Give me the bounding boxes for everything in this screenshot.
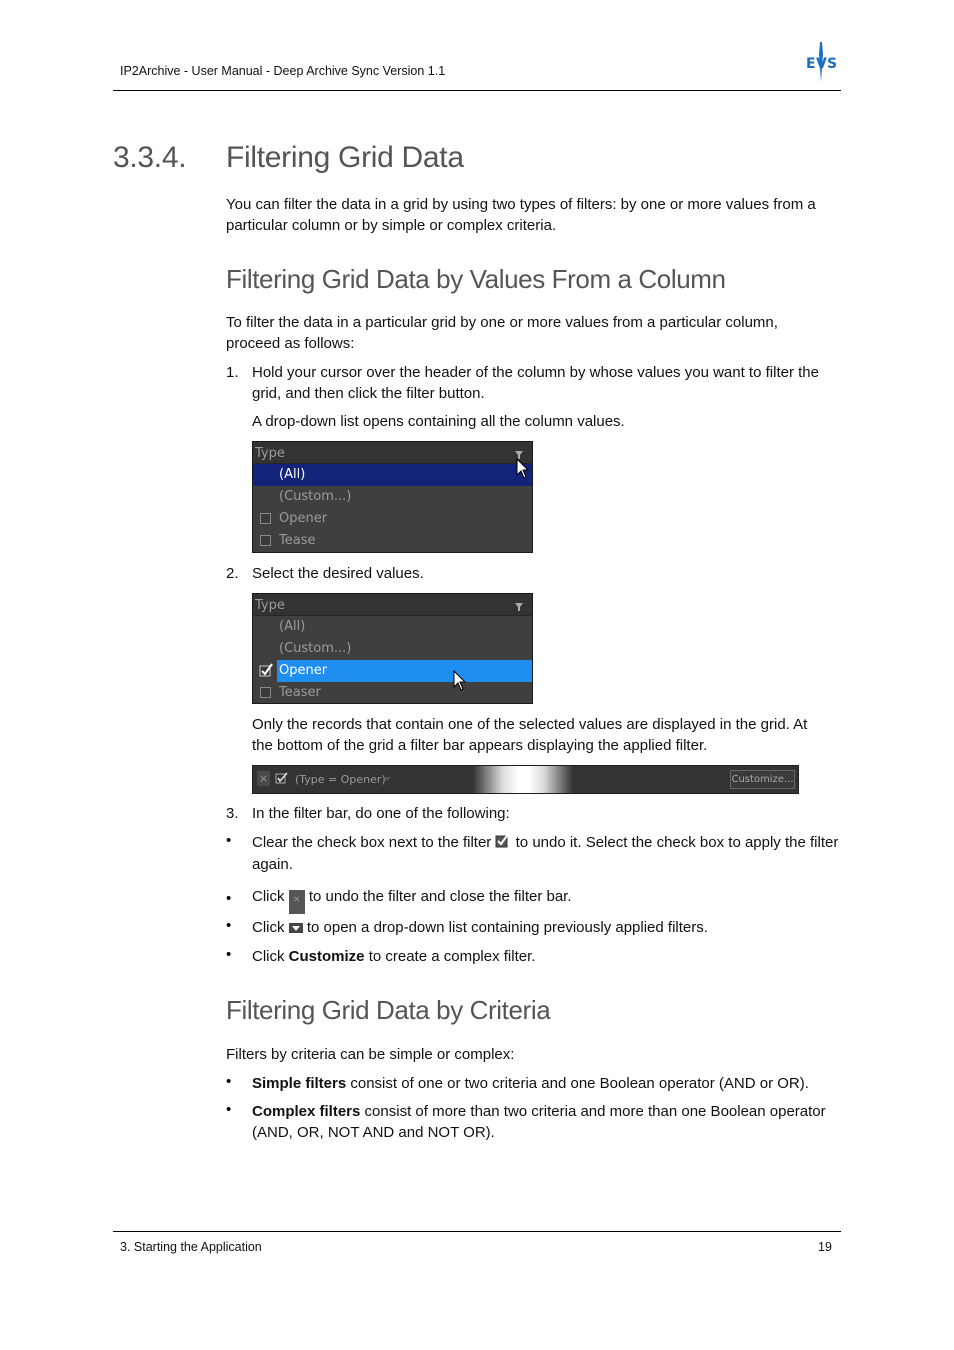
- step-1-text: Hold your cursor over the header of the column by whose values you want to filter the grid, and then click the filter button.: [252, 364, 819, 402]
- filter-funnel-icon: [515, 600, 523, 608]
- bullet: •: [226, 1073, 232, 1090]
- subsection-title-values: Filtering Grid Data by Values From a Column: [226, 264, 726, 294]
- step-2-number: 2.: [226, 565, 239, 582]
- list-item: Opener: [253, 508, 532, 530]
- subsection-title-criteria: Filtering Grid Data by Criteria: [226, 995, 551, 1025]
- list-item: (All): [279, 619, 306, 634]
- bullet: •: [226, 832, 232, 849]
- list-item: (Custom...): [279, 489, 352, 504]
- list-item: Tease: [253, 530, 532, 552]
- bullet-complex-filters: Complex filters consist of more than two criteria and more than one Boolean operator (AND, OR, NOT AND and NOT OR).: [252, 1103, 826, 1141]
- step-2-result: Only the records that contain one of the selected values are displayed in the grid. At the bottom of the grid a filter bar appears displaying the applied filter.: [252, 716, 808, 754]
- grid-dropdown-screenshot-1: [252, 441, 533, 553]
- bullet: •: [226, 890, 232, 907]
- list-item: (All): [253, 464, 532, 486]
- list-item: Teaser: [253, 682, 532, 704]
- mouse-cursor-icon: [453, 670, 467, 696]
- checkbox-icon: [260, 535, 271, 546]
- bullet-close-filter: Click × to undo the filter and close the filter bar.: [252, 882, 842, 914]
- section-number: 3.3.4.: [113, 141, 187, 174]
- step-3-text: In the filter bar, do one of the following:: [252, 805, 510, 822]
- evs-logo: [804, 42, 838, 84]
- bullet-clear-checkbox: Clear the check box next to the filter to undo it. Select the check box to apply the filter again.: [252, 834, 839, 874]
- step-1-number: 1.: [226, 364, 239, 381]
- footer-rule: [113, 1231, 841, 1232]
- filter-checkbox-icon: [275, 771, 289, 785]
- column-header-type: Type: [255, 446, 285, 461]
- header-rule: [113, 90, 841, 91]
- filter-history-arrow-icon: [383, 777, 391, 781]
- bullet-filter-history: Click to open a drop-down list containing previously applied filters.: [252, 917, 842, 939]
- grid-dropdown-screenshot-2: [252, 593, 533, 704]
- subsection-intro-criteria: Filters by criteria can be simple or complex:: [226, 1046, 515, 1063]
- svg-text:V: V: [816, 56, 827, 72]
- close-filter-icon: ×: [289, 890, 305, 914]
- checkbox-icon: [260, 513, 271, 524]
- page-number: 19: [818, 1240, 832, 1254]
- image-fade: [473, 766, 573, 793]
- bullet-simple-filters: Simple filters consist of one or two criteria and one Boolean operator (AND or OR).: [252, 1075, 809, 1092]
- customize-button: Customize...: [730, 770, 795, 789]
- bullet: •: [226, 917, 232, 934]
- footer-chapter: 3. Starting the Application: [120, 1240, 262, 1254]
- list-item-selected: Opener: [277, 660, 532, 682]
- checked-checkbox-icon: [259, 663, 273, 681]
- close-filter-icon: ×: [258, 772, 269, 785]
- mouse-cursor-icon: [516, 458, 530, 484]
- bullet-customize: Click Customize to create a complex filter.: [252, 948, 536, 965]
- step-3-number: 3.: [226, 805, 239, 822]
- grid-header: [253, 442, 532, 464]
- svg-text:S: S: [827, 56, 838, 72]
- bullet: •: [226, 1101, 232, 1118]
- dropdown-arrow-icon: [289, 918, 303, 939]
- checkbox-icon: [260, 687, 271, 698]
- subsection-intro-values: To filter the data in a particular grid by one or more values from a particular column, proceed as follows:: [226, 314, 778, 352]
- filter-funnel-icon: [515, 448, 523, 456]
- filter-expression: (Type = Opener): [295, 773, 386, 786]
- checked-checkbox-icon: [495, 832, 511, 854]
- list-item: (Custom...): [279, 641, 352, 656]
- step-1-result: A drop-down list opens containing all the column values.: [252, 413, 625, 430]
- section-intro: You can filter the data in a grid by using two types of filters: by one or more values from a particular column or by simple or complex criteria.: [226, 196, 816, 234]
- grid-header: [253, 594, 532, 616]
- filter-bar-screenshot: [252, 765, 799, 794]
- svg-text:E: E: [806, 56, 816, 72]
- bullet: •: [226, 946, 232, 963]
- step-2-text: Select the desired values.: [252, 565, 424, 582]
- section-title: Filtering Grid Data: [226, 141, 464, 174]
- running-header: IP2Archive - User Manual - Deep Archive Sync Version 1.1: [120, 64, 446, 78]
- column-header-type: Type: [255, 598, 285, 613]
